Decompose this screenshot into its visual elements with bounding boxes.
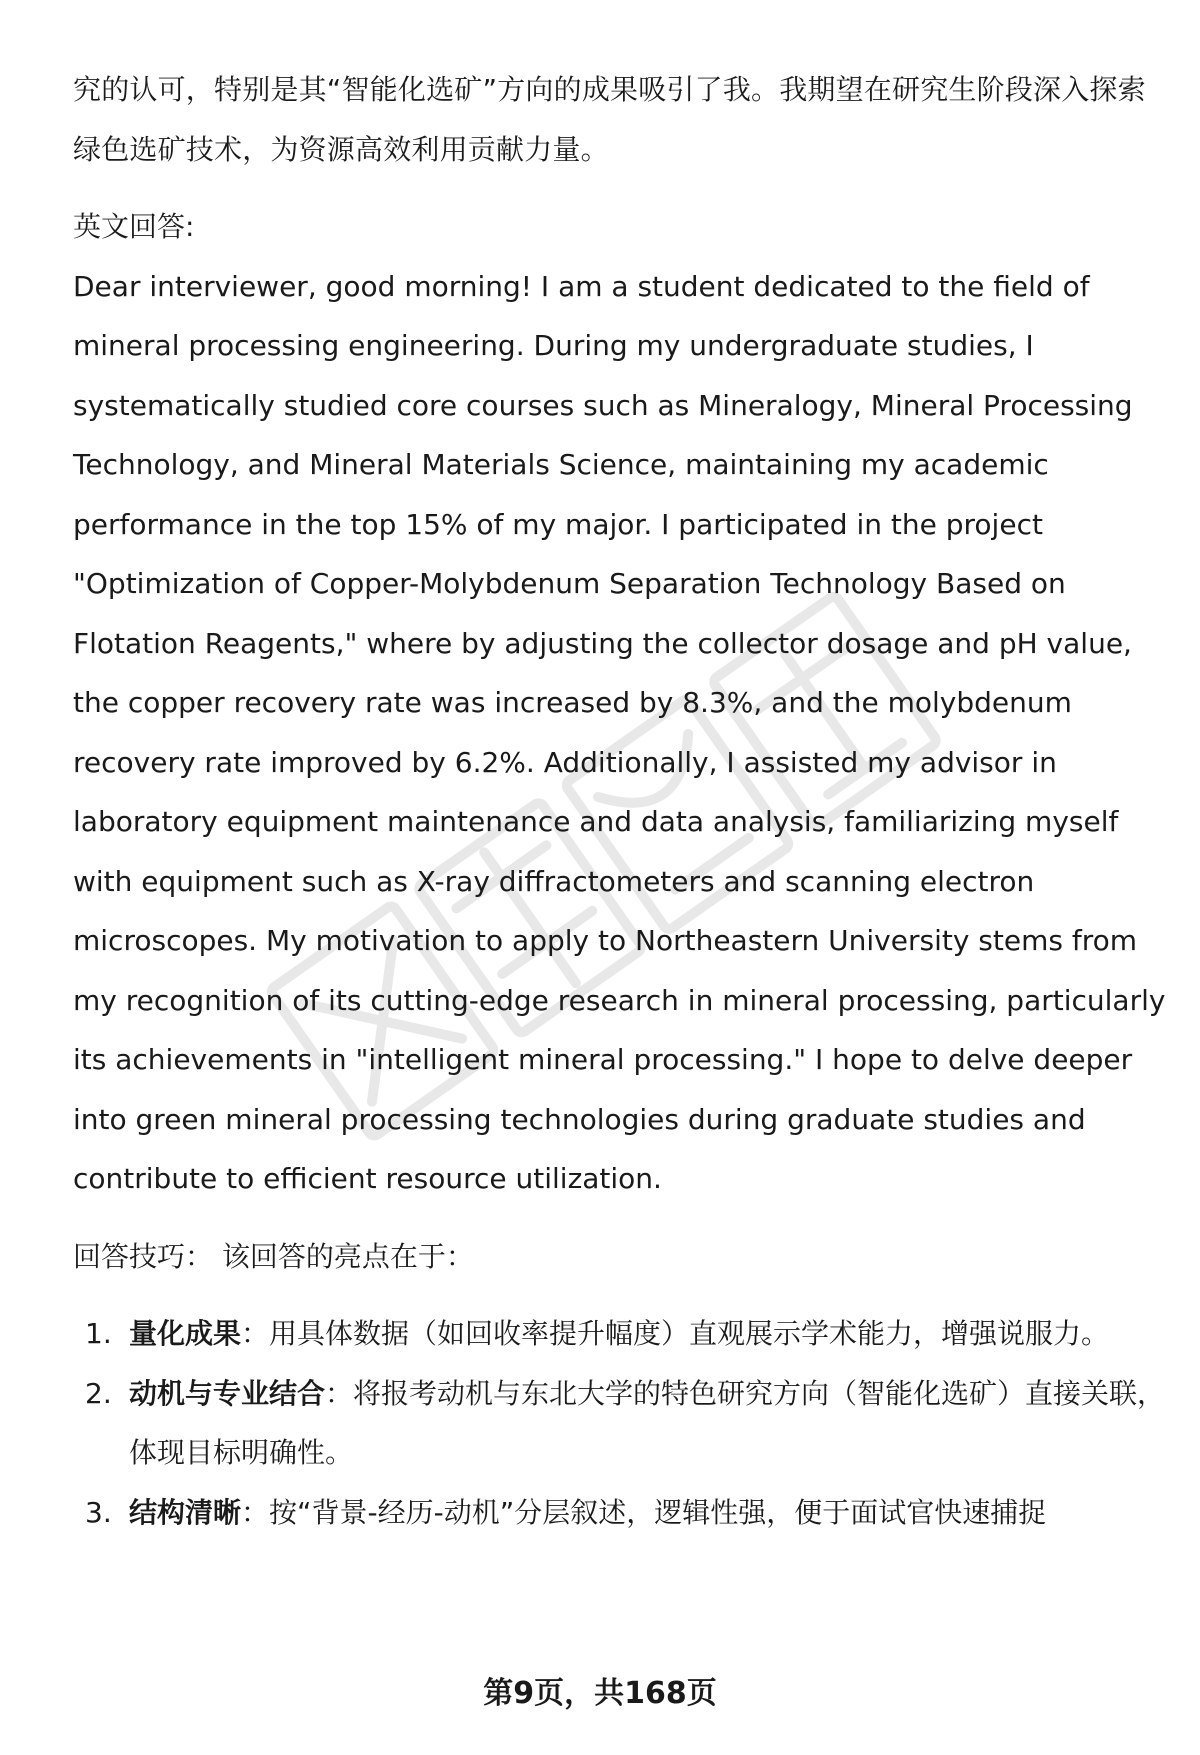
tip-number: 3. <box>85 1495 112 1529</box>
tip-text: ：按“背景-经历-动机”分层叙述，逻辑性强，便于面试官快速捕捉 <box>241 1495 1047 1529</box>
tip-item <box>73 1364 1168 1483</box>
tip-keyword: 量化成果 <box>129 1317 242 1350</box>
tip-text: ：将报考动机与东北大学的特色研究方向（智能化选矿）直接关联，体现目标明确性。 <box>129 1376 1166 1469</box>
tip-number: 2. <box>85 1376 112 1410</box>
english-answer-label: 英文回答: <box>73 210 195 243</box>
tip-number: 1. <box>85 1317 112 1350</box>
tip-keyword: 动机与专业结合 <box>129 1376 326 1410</box>
chinese-answer-tail: 究的认可，特别是其“智能化选矿”方向的成果吸引了我。我期望在研究生阶段深入探索绿色选矿技术，为资源高效利用贡献力量。 <box>73 73 1146 166</box>
tip-keyword: 结构清晰 <box>129 1495 242 1529</box>
tip-text: ：用具体数据（如回收率提升幅度）直观展示学术能力，增强说服力。 <box>241 1317 1110 1350</box>
tip-item <box>73 1304 1168 1364</box>
page-footer-page-number: 第9页，共168页 <box>483 1676 717 1711</box>
page-content <box>73 60 1168 1542</box>
english-answer-paragraph: Dear interviewer, good morning! I am a student dedicated to the field of mineral processing engineering. During my undergraduate studies, I systematically studied core courses such as Mineralogy, Mineral Processing Technology, and Mineral Materials Science, maintaining my academic performance in the top 15% of my major. I participated in the project "Optimization of Copper-Molybdenum Separation Technology Based on Flotation Reagents," where by adjusting the collector dosage and pH value, the copper recovery rate was increased by 8.3%, and the molybdenum recovery rate improved by 6.2%. Additionally, I assisted my advisor in laboratory equipment maintenance and data analysis, familiarizing myself with equipment such as X-ray diffractometers and scanning electron microscopes. My motivation to apply to Northeastern University stems from my recognition of its cutting-edge research in mineral processing, particularly its achievements in "intelligent mineral processing." I hope to delve deeper into green mineral processing technologies during graduate studies and contribute to efficient resource utilization. <box>73 269 1166 1195</box>
tip-item <box>73 1483 1168 1543</box>
tips-list <box>73 1304 1168 1542</box>
tips-heading: 回答技巧： 该回答的亮点在于： <box>73 1239 474 1273</box>
